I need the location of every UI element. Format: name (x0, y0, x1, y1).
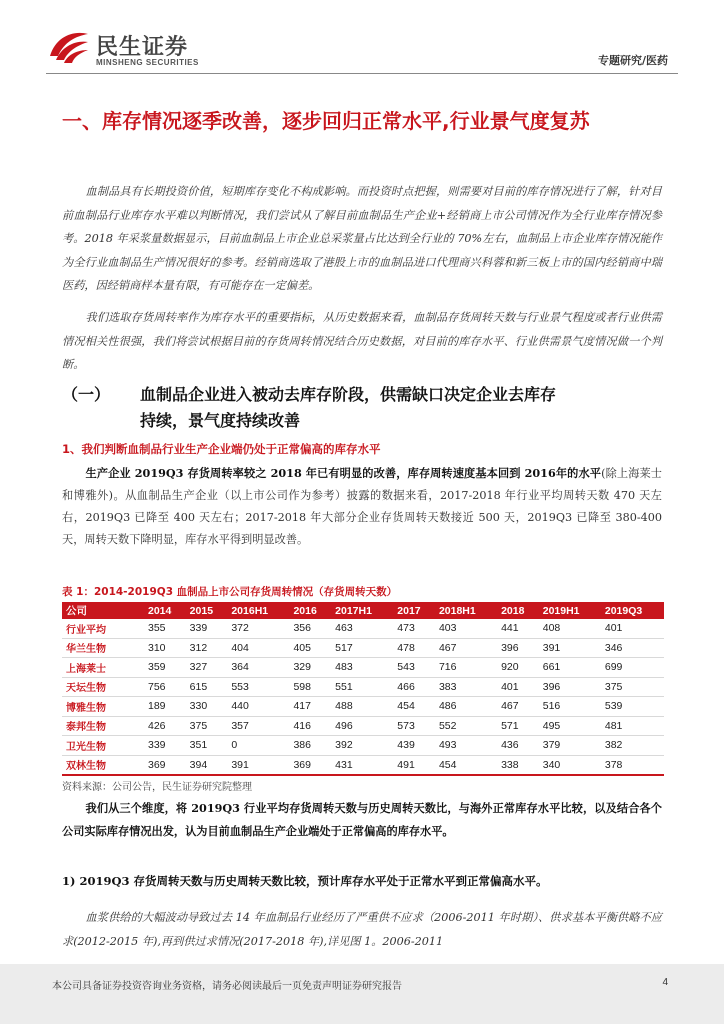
page-header (0, 0, 724, 78)
turnover-days-cell: 615 (186, 677, 228, 697)
turnover-days-cell: 392 (331, 736, 393, 756)
table-title: 表 1：2014-2019Q3 血制品上市公司存货周转情况（存货周转天数） (62, 586, 398, 598)
turnover-days-cell: 372 (227, 619, 289, 638)
table-header-cell: 2015 (186, 602, 228, 619)
turnover-days-cell: 408 (539, 619, 601, 638)
turnover-days-cell: 339 (186, 619, 228, 638)
table-row (62, 716, 664, 736)
subsection-title (62, 382, 662, 434)
turnover-days-cell: 496 (331, 716, 393, 736)
table-header-cell: 2019H1 (539, 602, 601, 619)
turnover-days-cell: 375 (601, 677, 664, 697)
turnover-days-cell: 493 (435, 736, 497, 756)
page-number: 4 (662, 977, 668, 988)
turnover-days-cell: 598 (289, 677, 331, 697)
turnover-days-cell: 369 (289, 755, 331, 775)
key-finding: 生产企业 2019Q3 存货周转率较之 2018 年已有明显的改善，库存周转速度基本回到 2016年的水平 (85, 466, 602, 480)
turnover-days-cell: 405 (289, 638, 331, 658)
turnover-days-cell: 401 (497, 677, 539, 697)
company-name-cell: 上海莱士 (62, 658, 144, 678)
point-heading: 1、我们判断血制品行业生产企业端仍处于正常偏高的库存水平 (62, 442, 381, 456)
turnover-days-cell: 417 (289, 697, 331, 717)
table-header-cell: 2016H1 (227, 602, 289, 619)
turnover-days-cell: 551 (331, 677, 393, 697)
turnover-days-cell: 441 (497, 619, 539, 638)
turnover-days-cell: 339 (144, 736, 186, 756)
turnover-days-cell: 327 (186, 658, 228, 678)
turnover-days-cell: 403 (435, 619, 497, 638)
turnover-days-cell: 346 (601, 638, 664, 658)
subsection-label: （一） (62, 385, 111, 404)
subsection-title-line1: 血制品企业进入被动去库存阶段，供需缺口决定企业去库存 (140, 385, 557, 404)
turnover-days-cell: 426 (144, 716, 186, 736)
turnover-days-cell: 396 (497, 638, 539, 658)
turnover-days-cell: 439 (393, 736, 435, 756)
table-header-cell: 2019Q3 (601, 602, 664, 619)
company-name-cell: 博雅生物 (62, 697, 144, 717)
table-source: 资料来源：公司公告，民生证券研究院整理 (62, 782, 252, 793)
company-name-cell: 泰邦生物 (62, 716, 144, 736)
table-header-cell: 2016 (289, 602, 331, 619)
turnover-days-cell: 553 (227, 677, 289, 697)
turnover-days-cell: 391 (227, 755, 289, 775)
turnover-days-cell: 539 (601, 697, 664, 717)
turnover-days-cell: 359 (144, 658, 186, 678)
turnover-days-cell: 481 (601, 716, 664, 736)
minsheng-logo-icon (46, 26, 90, 66)
turnover-days-cell: 394 (186, 755, 228, 775)
conclusion-paragraph: 我们从三个维度，将 2019Q3 行业平均存货周转天数与历史周转天数比，与海外正常库存水平比较，以及结合各个公司实际库存情况出发，认为目前血制品生产企业端处于正常偏高的库存水平。 (62, 801, 662, 838)
table-header-cell: 2017 (393, 602, 435, 619)
turnover-days-cell: 454 (435, 755, 497, 775)
turnover-days-cell: 517 (331, 638, 393, 658)
company-name-cell: 天坛生物 (62, 677, 144, 697)
footer-disclaimer: 本公司具备证券投资咨询业务资格，请务必阅读最后一页免责声明证券研究报告 (52, 981, 402, 992)
turnover-days-cell: 454 (393, 697, 435, 717)
company-name-cell: 卫光生物 (62, 736, 144, 756)
turnover-days-cell: 467 (497, 697, 539, 717)
turnover-days-cell: 431 (331, 755, 393, 775)
table-header-cell: 2017H1 (331, 602, 393, 619)
turnover-days-cell: 396 (539, 677, 601, 697)
table-row (62, 736, 664, 756)
table-row (62, 658, 664, 678)
turnover-days-cell: 379 (539, 736, 601, 756)
turnover-days-cell: 552 (435, 716, 497, 736)
table-body (62, 619, 664, 775)
turnover-days-cell: 756 (144, 677, 186, 697)
company-name-cell: 华兰生物 (62, 638, 144, 658)
turnover-days-cell: 478 (393, 638, 435, 658)
turnover-days-cell: 382 (601, 736, 664, 756)
turnover-days-cell: 310 (144, 638, 186, 658)
turnover-days-cell: 488 (331, 697, 393, 717)
brand-name: 民生证券 (96, 35, 189, 60)
turnover-days-cell: 516 (539, 697, 601, 717)
turnover-days-cell: 355 (144, 619, 186, 638)
turnover-days-cell: 364 (227, 658, 289, 678)
turnover-days-cell: 463 (331, 619, 393, 638)
analysis-paragraph (62, 462, 662, 551)
intro-paragraph: 血制品具有长期投资价值，短期库存变化不构成影响。而投资时点把握，则需要对目前的库存情况进行了解，针对目前血制品行业库存水平难以判断情况，我们尝试从了解目前血制品生产企业+经销商上市公司情况作为全行业库存情况参考。2018 年采浆量数据显示，目前血制品上市企业总采浆量占比达到全行业的 70%左右，血制品上市企业库存情况能作为全行业血制品生产情况很好的参考。经销商选取了港股上市的血制品进口代理商兴科蓉和新三板上市的国内经销商中瑞医药，因经销商样本量有限，有可能存在一定偏差。 (62, 185, 662, 292)
table-header-cell: 2014 (144, 602, 186, 619)
turnover-days-cell: 483 (331, 658, 393, 678)
table-header-cell: 2018 (497, 602, 539, 619)
turnover-days-cell: 467 (435, 638, 497, 658)
turnover-days-cell: 386 (289, 736, 331, 756)
turnover-days-cell: 404 (227, 638, 289, 658)
turnover-days-cell: 401 (601, 619, 664, 638)
turnover-days-cell: 312 (186, 638, 228, 658)
turnover-days-cell: 357 (227, 716, 289, 736)
inventory-turnover-table (62, 602, 664, 776)
table-row (62, 638, 664, 658)
table-row (62, 619, 664, 638)
turnover-days-cell: 716 (435, 658, 497, 678)
table-header-row (62, 602, 664, 619)
table-header-cell: 公司 (62, 602, 144, 619)
turnover-days-cell: 699 (601, 658, 664, 678)
brand-name-english: MINSHENG SECURITIES (96, 58, 199, 67)
turnover-days-cell: 330 (186, 697, 228, 717)
turnover-days-cell: 383 (435, 677, 497, 697)
turnover-days-cell: 473 (393, 619, 435, 638)
point-one-heading: 1) 2019Q3 存货周转天数与历史周转天数比较，预计库存水平处于正常水平到正常偏高水平。 (62, 874, 548, 888)
section-title: 一、库存情况逐季改善，逐步回归正常水平,行业景气度复苏 (62, 109, 590, 133)
turnover-days-cell: 486 (435, 697, 497, 717)
turnover-days-cell: 573 (393, 716, 435, 736)
turnover-days-cell: 543 (393, 658, 435, 678)
turnover-days-cell: 329 (289, 658, 331, 678)
turnover-days-cell: 391 (539, 638, 601, 658)
history-paragraph: 血浆供给的大幅波动导致过去 14 年血制品行业经历了严重供不应求（2006-2011 年时期）、供求基本平衡供略不应求(2012-2015 年),再到供过求情况(2017-2018 年),详见图 1。2006-2011 (62, 911, 662, 948)
turnover-days-cell: 338 (497, 755, 539, 775)
turnover-days-cell: 440 (227, 697, 289, 717)
turnover-days-cell: 356 (289, 619, 331, 638)
turnover-days-cell: 351 (186, 736, 228, 756)
turnover-days-cell: 375 (186, 716, 228, 736)
turnover-days-cell: 466 (393, 677, 435, 697)
page-footer (0, 964, 724, 1024)
company-name-cell: 行业平均 (62, 619, 144, 638)
turnover-days-cell: 661 (539, 658, 601, 678)
analysis-detail: (除上海莱士和博雅外)。从血制品生产企业（以上市公司作为参考）披露的数据来看，2017-2018 年行业平均周转天数 470 天左右，2019Q3 已降至 400 天左右；2017-2018 年大部分企业存货周转天数接近 500 天，2019Q3 已降至 380-400 天，周转天数下降明显，库存水平得到明显改善。 (62, 467, 662, 546)
table-row (62, 755, 664, 775)
report-category: 专题研究/医药 (597, 54, 668, 67)
turnover-days-cell: 369 (144, 755, 186, 775)
turnover-days-cell: 378 (601, 755, 664, 775)
table-row (62, 677, 664, 697)
turnover-days-cell: 920 (497, 658, 539, 678)
turnover-days-cell: 495 (539, 716, 601, 736)
turnover-days-cell: 571 (497, 716, 539, 736)
table-header-cell: 2018H1 (435, 602, 497, 619)
turnover-days-cell: 340 (539, 755, 601, 775)
table-row (62, 697, 664, 717)
turnover-days-cell: 189 (144, 697, 186, 717)
method-paragraph: 我们选取存货周转率作为库存水平的重要指标，从历史数据来看，血制品存货周转天数与行业景气程度或者行业供需情况相关性很强，我们将尝试根据目前的存货周转情况结合历史数据，对目前的库存水平、行业供需景气度情况做一个判断。 (62, 311, 662, 371)
header-divider (46, 73, 678, 74)
company-name-cell: 双林生物 (62, 755, 144, 775)
subsection-title-line2: 持续，景气度持续改善 (140, 411, 301, 430)
turnover-days-cell: 416 (289, 716, 331, 736)
turnover-days-cell: 491 (393, 755, 435, 775)
turnover-days-cell: 0 (227, 736, 289, 756)
turnover-days-cell: 436 (497, 736, 539, 756)
